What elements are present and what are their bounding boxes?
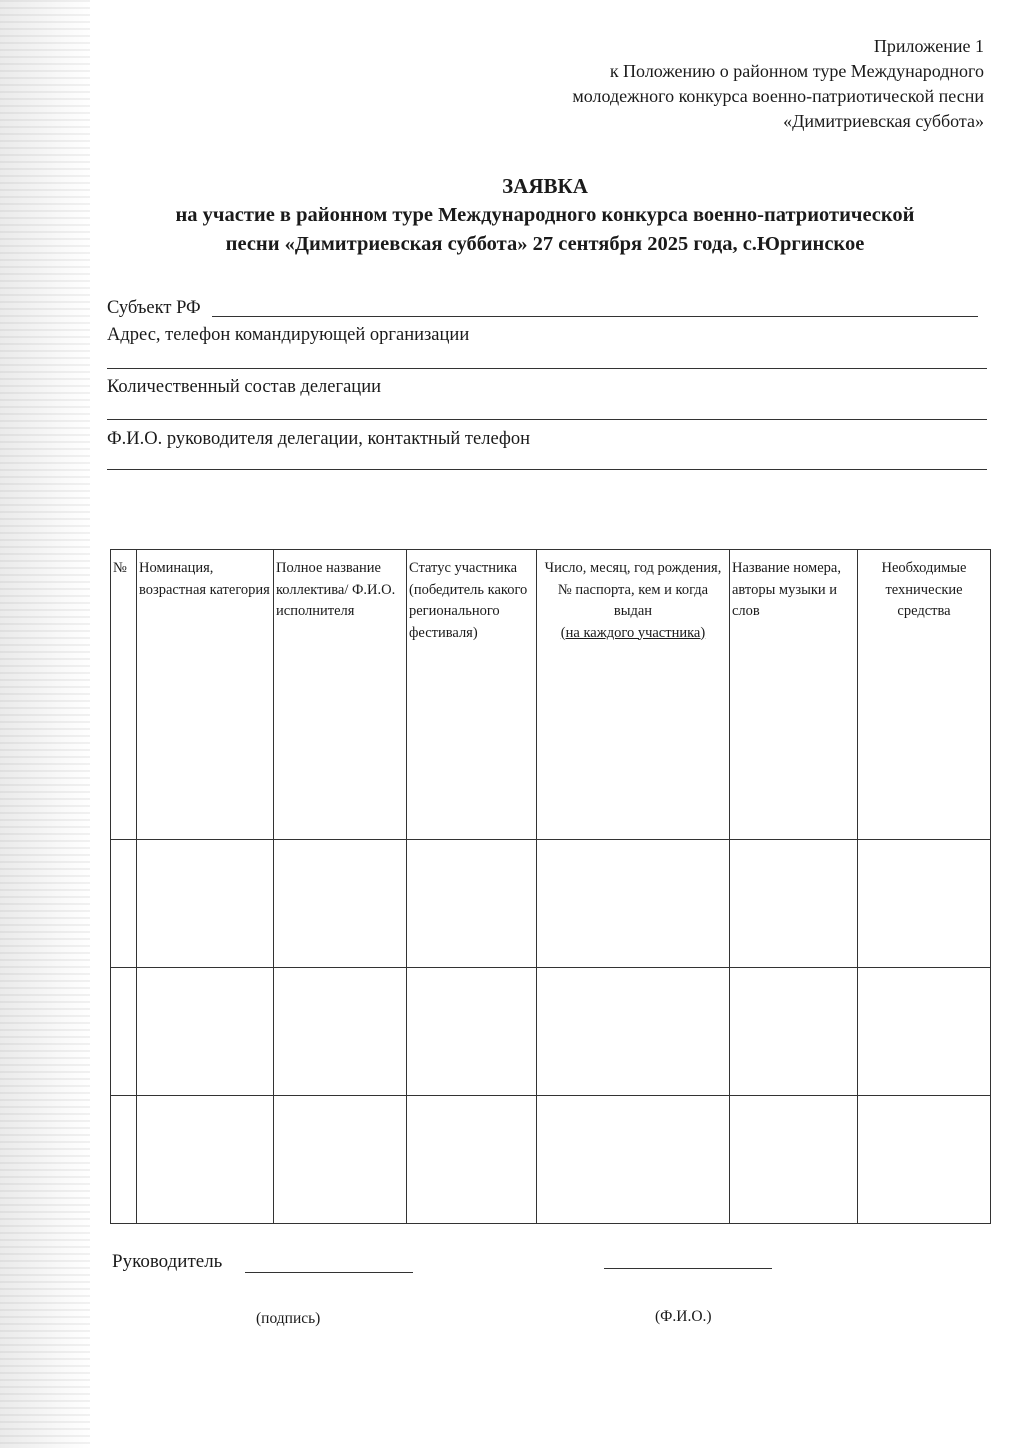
address-label: Адрес, телефон командирующей организации xyxy=(107,325,470,345)
header-tech: Необходимые технические средства xyxy=(858,550,991,840)
table-cell[interactable] xyxy=(858,968,991,1096)
table-cell[interactable] xyxy=(537,840,730,968)
table-cell[interactable] xyxy=(407,840,537,968)
table-cell[interactable] xyxy=(858,840,991,968)
header-status: Статус участника (победитель какого регионального фестиваля) xyxy=(407,550,537,840)
table-cell[interactable] xyxy=(274,840,407,968)
table-row xyxy=(111,968,991,1096)
signature-line[interactable] xyxy=(245,1272,413,1273)
title-heading: ЗАЯВКА xyxy=(502,174,588,198)
subject-fill-line[interactable] xyxy=(212,316,978,317)
appendix-note xyxy=(572,34,984,134)
table-cell[interactable] xyxy=(137,840,274,968)
header-birth-passport-note: (на каждого участника) xyxy=(560,624,706,641)
header-birth-passport-text: Число, месяц, год рождения, № паспорта, кем и когда выдан xyxy=(544,560,722,619)
leader-fill-line[interactable] xyxy=(107,469,987,470)
table-row xyxy=(111,1096,991,1224)
table-cell[interactable] xyxy=(111,968,137,1096)
scan-noise-edge xyxy=(0,0,90,1448)
table-cell[interactable] xyxy=(407,968,537,1096)
table-cell[interactable] xyxy=(111,840,137,968)
title-line-1: на участие в районном туре Международного конкурса военно-патриотической xyxy=(175,204,915,226)
table-cell[interactable] xyxy=(137,1096,274,1224)
header-nomination: Номинация, возрастная категория xyxy=(137,550,274,840)
document-title xyxy=(100,172,990,259)
signature-label: Руководитель xyxy=(112,1251,223,1272)
delegation-size-fill-line[interactable] xyxy=(107,419,987,420)
table-cell[interactable] xyxy=(537,1096,730,1224)
participants-table xyxy=(110,549,991,1224)
appendix-line-2: к Положению о районном туре Международного xyxy=(609,61,984,81)
appendix-line-1: Приложение 1 xyxy=(873,36,984,56)
header-birth-passport xyxy=(537,550,730,840)
table-cell[interactable] xyxy=(537,968,730,1096)
table-cell[interactable] xyxy=(274,968,407,1096)
table-cell[interactable] xyxy=(137,968,274,1096)
name-line[interactable] xyxy=(604,1268,772,1269)
title-line-2: песни «Димитриевская суббота» 27 сентября 2025 года, с.Юргинское xyxy=(225,233,865,255)
header-number: № xyxy=(111,550,137,840)
table-cell[interactable] xyxy=(407,1096,537,1224)
subject-label: Субъект РФ xyxy=(107,298,201,318)
header-title-authors: Название номера, авторы музыки и слов xyxy=(730,550,858,840)
address-fill-line[interactable] xyxy=(107,368,987,369)
table-cell[interactable] xyxy=(730,1096,858,1224)
table-cell[interactable] xyxy=(730,840,858,968)
table-cell[interactable] xyxy=(730,968,858,1096)
table-cell[interactable] xyxy=(858,1096,991,1224)
leader-label: Ф.И.О. руководителя делегации, контактный телефон xyxy=(107,429,531,449)
appendix-line-3: молодежного конкурса военно-патриотической песни xyxy=(572,86,984,106)
signature-caption: (подпись) xyxy=(256,1310,321,1327)
table-cell[interactable] xyxy=(111,1096,137,1224)
name-caption: (Ф.И.О.) xyxy=(655,1308,712,1325)
header-full-name: Полное название коллектива/ Ф.И.О. исполнителя xyxy=(274,550,407,840)
appendix-line-4: «Димитриевская суббота» xyxy=(783,111,984,131)
table-header-row xyxy=(111,550,991,840)
delegation-size-label: Количественный состав делегации xyxy=(107,377,382,397)
table-cell[interactable] xyxy=(274,1096,407,1224)
table-row xyxy=(111,840,991,968)
